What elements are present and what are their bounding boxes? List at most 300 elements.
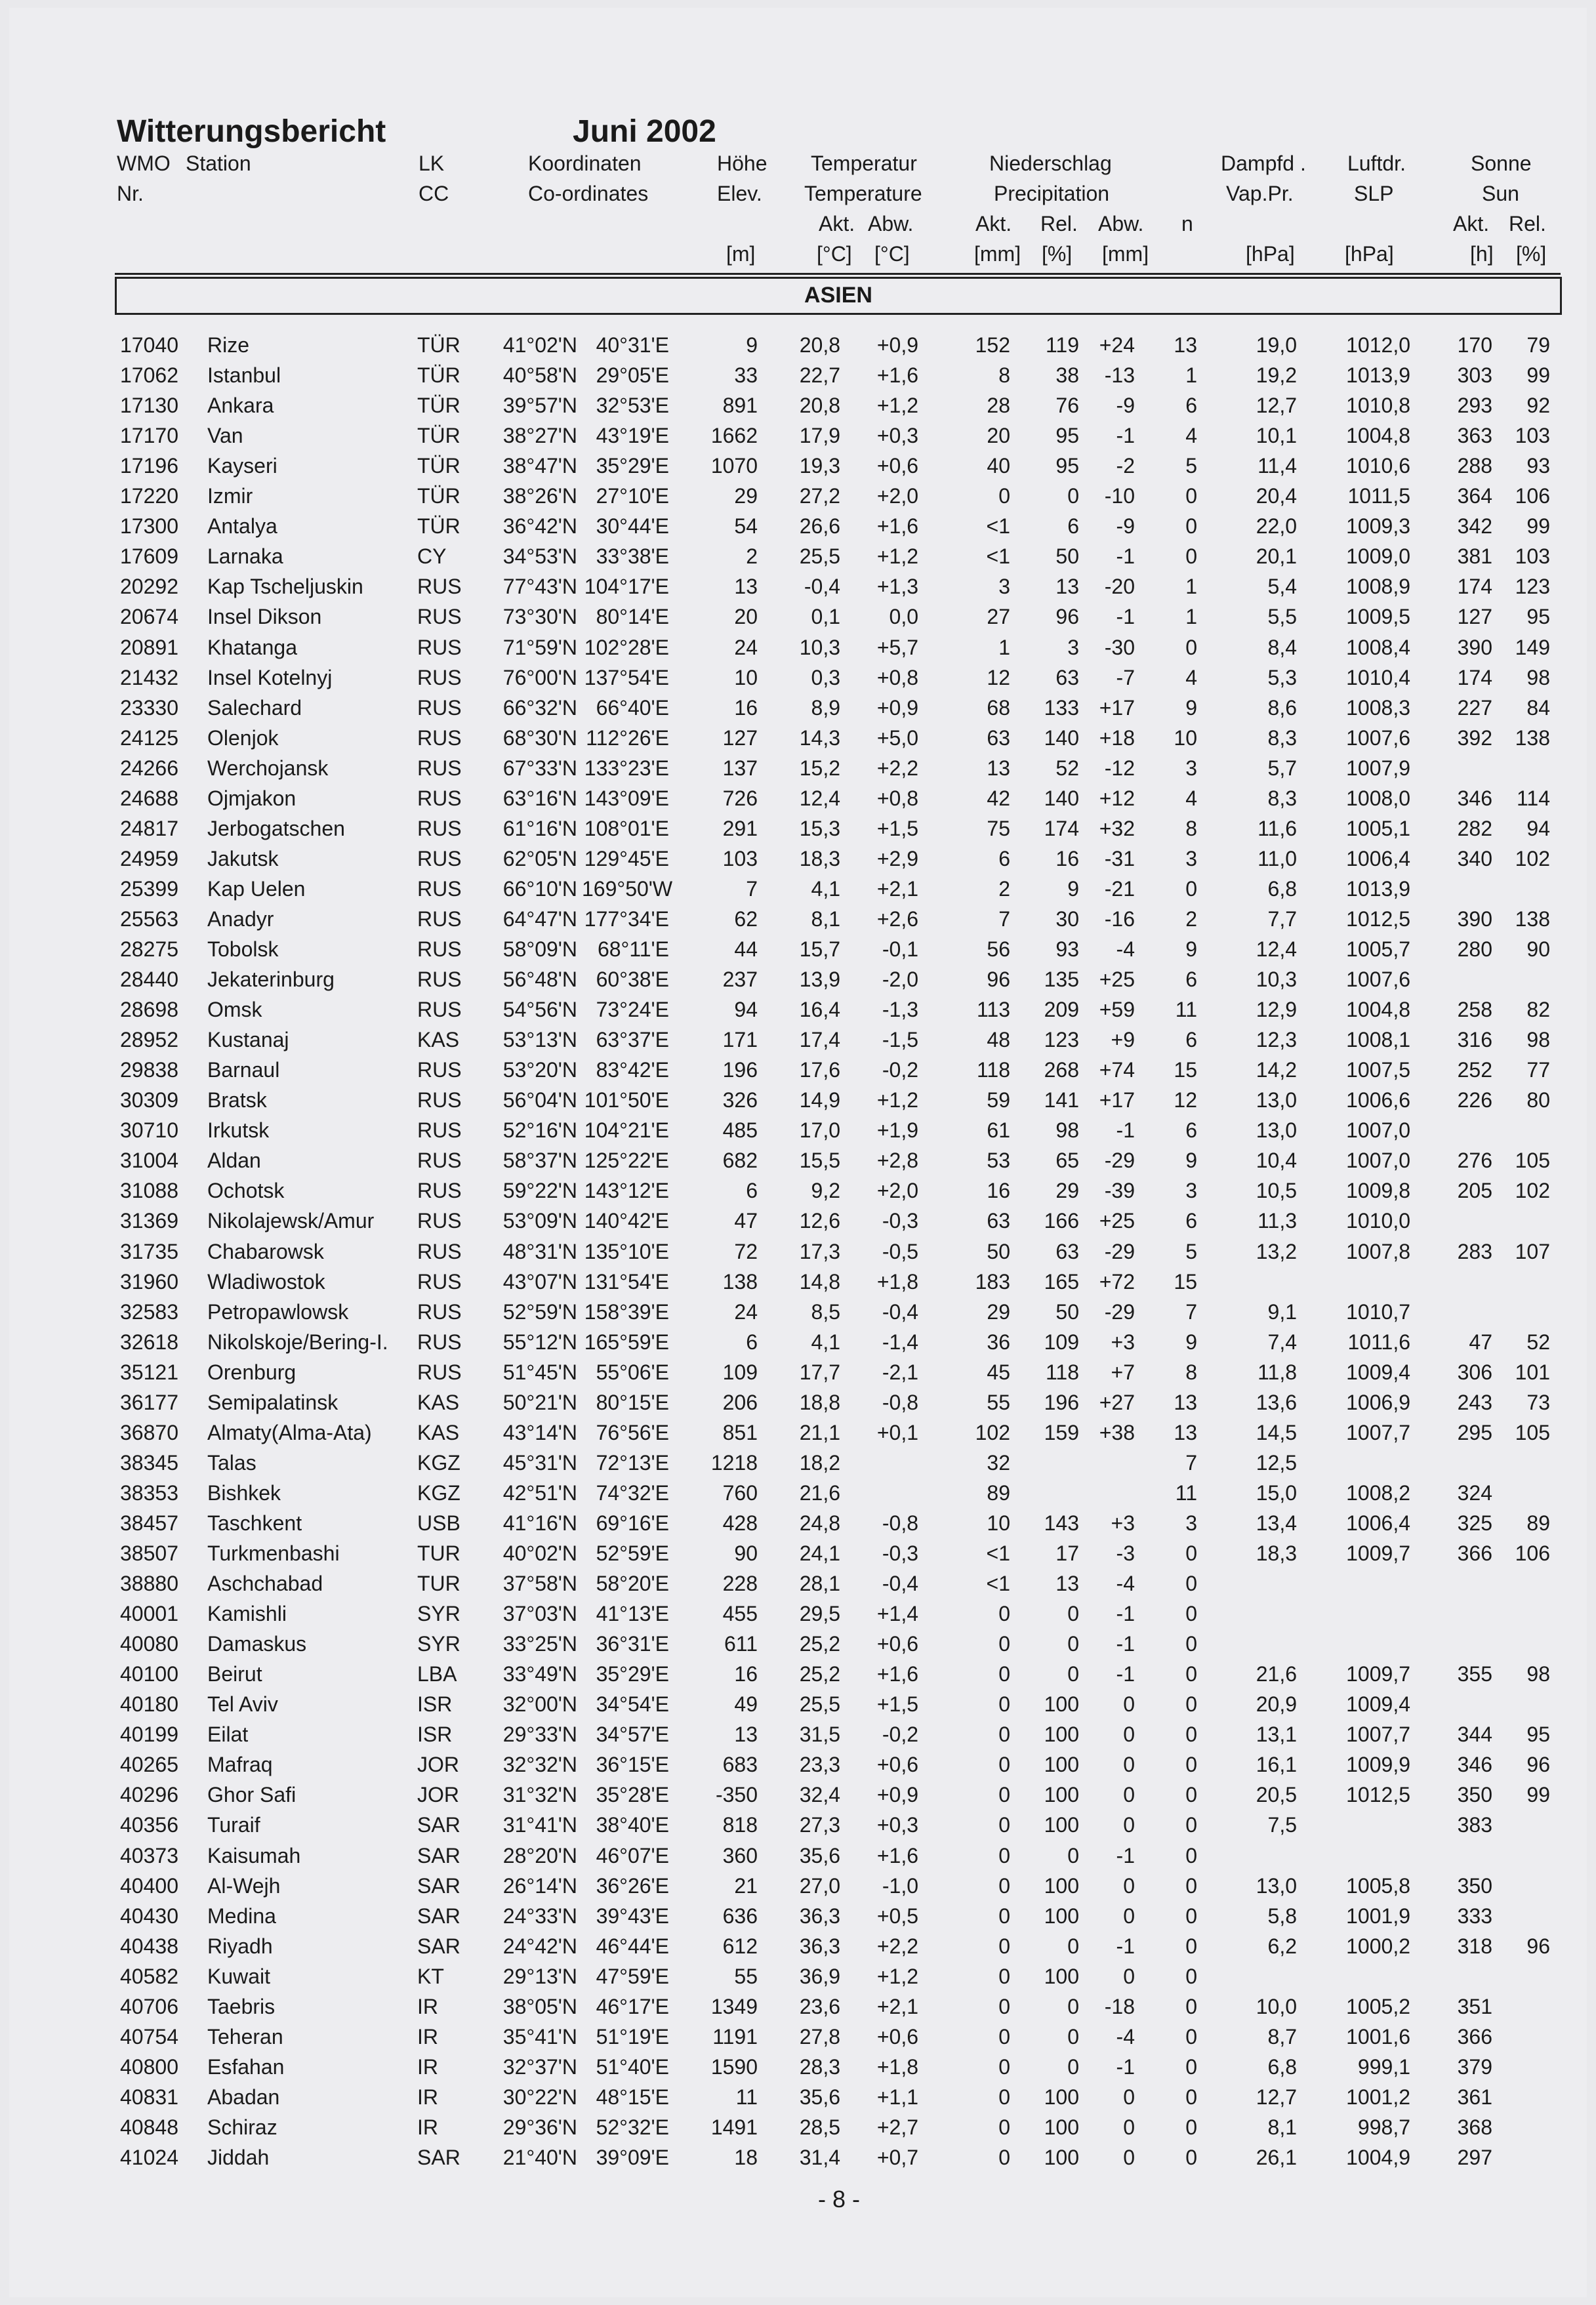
latitude: 29°36'N — [502, 2115, 577, 2139]
sun-relative: 93 — [1526, 454, 1550, 478]
country-code: RUS — [417, 635, 462, 659]
longitude: 83°42'E — [596, 1058, 669, 1082]
temp-actual: 15,7 — [799, 937, 840, 961]
header-temp-akt: Akt. — [819, 212, 855, 235]
precip-days: 9 — [1185, 1330, 1197, 1354]
sun-relative: 94 — [1526, 816, 1550, 840]
precip-relative: 96 — [1055, 605, 1079, 629]
report-title: Witterungsbericht — [117, 114, 386, 149]
latitude: 38°26'N — [502, 484, 577, 508]
precip-actual: 7 — [998, 907, 1010, 931]
country-code: USB — [417, 1511, 460, 1535]
sun-hours: 366 — [1457, 2024, 1492, 2049]
precip-deviation: 0 — [1123, 2115, 1135, 2139]
sea-level-pressure: 1012,5 — [1346, 907, 1410, 931]
elevation: 1662 — [710, 424, 758, 448]
station-name: Aschchabad — [207, 1572, 323, 1596]
station-name: Medina — [207, 1904, 276, 1928]
precip-relative: 100 — [1044, 2146, 1079, 2169]
sea-level-pressure: 1009,9 — [1346, 1753, 1410, 1777]
sun-hours: 316 — [1457, 1028, 1492, 1052]
table-row — [0, 1904, 1596, 1934]
station-name: Nikolajewsk/Amur — [207, 1209, 375, 1233]
station-name: Kaisumah — [207, 1843, 301, 1867]
table-row — [0, 877, 1596, 907]
precip-days: 11 — [1175, 1480, 1197, 1505]
country-code: TÜR — [417, 394, 460, 418]
country-code: RUS — [417, 907, 462, 931]
longitude: 52°32'E — [596, 2115, 669, 2139]
temp-actual: 10,3 — [799, 635, 840, 659]
latitude: 64°47'N — [502, 907, 577, 931]
station-name: Insel Kotelnyj — [207, 665, 333, 689]
sun-hours: 226 — [1457, 1088, 1492, 1112]
vapour-pressure: 20,4 — [1256, 484, 1297, 508]
header-wmo: WMO — [117, 152, 171, 175]
sea-level-pressure: 1009,8 — [1346, 1179, 1410, 1203]
longitude: 66°40'E — [596, 695, 669, 720]
longitude: 80°15'E — [596, 1390, 669, 1414]
precip-deviation: +25 — [1099, 968, 1135, 992]
station-name: Eilat — [207, 1723, 249, 1747]
precip-actual: 53 — [987, 1149, 1010, 1173]
precip-relative: 38 — [1055, 363, 1079, 388]
precip-relative: 50 — [1055, 1299, 1079, 1324]
vapour-pressure: 15,0 — [1256, 1480, 1297, 1505]
precip-actual: 75 — [987, 816, 1010, 840]
station-name: Talas — [207, 1450, 256, 1475]
latitude: 24°33'N — [502, 1904, 577, 1928]
station-name: Wladiwostok — [207, 1269, 325, 1294]
vapour-pressure: 11,3 — [1258, 1209, 1297, 1233]
precip-days: 1 — [1185, 605, 1197, 629]
country-code: RUS — [417, 968, 462, 992]
precip-deviation: 0 — [1123, 1904, 1135, 1928]
elevation: 818 — [722, 1813, 758, 1837]
precip-relative: 0 — [1067, 1632, 1079, 1656]
precip-actual: <1 — [986, 1572, 1010, 1596]
temp-actual: 8,9 — [811, 695, 840, 720]
longitude: 39°09'E — [596, 2146, 669, 2169]
temp-deviation: +1,8 — [876, 2054, 918, 2079]
sun-hours: 227 — [1457, 695, 1492, 720]
temp-deviation: -0,3 — [882, 1209, 918, 1233]
precip-deviation: -16 — [1104, 907, 1135, 931]
sea-level-pressure: 1006,6 — [1346, 1088, 1410, 1112]
latitude: 58°37'N — [502, 1149, 577, 1173]
header-prec-unit-abw: [mm] — [1102, 242, 1149, 266]
sun-hours: 379 — [1457, 2054, 1492, 2079]
wmo-number: 31735 — [120, 1239, 178, 1263]
elevation: 1349 — [710, 1994, 758, 2018]
longitude: 80°14'E — [596, 605, 669, 629]
precip-deviation: +25 — [1099, 1209, 1135, 1233]
precip-actual: 63 — [987, 1209, 1010, 1233]
elevation: 6 — [746, 1330, 758, 1354]
sun-hours: 363 — [1457, 424, 1492, 448]
elevation: 196 — [722, 1058, 758, 1082]
wmo-number: 40800 — [120, 2054, 178, 2079]
station-name: Larnaka — [207, 544, 283, 569]
vapour-pressure: 8,4 — [1267, 635, 1297, 659]
country-code: RUS — [417, 756, 462, 780]
sun-hours: 390 — [1457, 635, 1492, 659]
wmo-number: 24688 — [120, 786, 178, 810]
sea-level-pressure: 1009,4 — [1346, 1692, 1410, 1717]
elevation: 171 — [722, 1028, 758, 1052]
latitude: 41°02'N — [502, 333, 577, 357]
country-code: SAR — [417, 1873, 460, 1898]
precip-actual: 0 — [998, 2115, 1010, 2139]
sun-relative: 106 — [1515, 1541, 1550, 1565]
precip-days: 0 — [1185, 1994, 1197, 2018]
table-row — [0, 2025, 1596, 2055]
vapour-pressure: 12,3 — [1256, 1028, 1297, 1052]
sea-level-pressure: 1006,4 — [1346, 1511, 1410, 1535]
precip-relative: 9 — [1067, 876, 1079, 901]
table-row — [0, 1330, 1596, 1360]
station-name: Jakutsk — [207, 846, 279, 870]
latitude: 38°47'N — [502, 454, 577, 478]
precip-actual: 61 — [987, 1118, 1010, 1143]
wmo-number: 40001 — [120, 1602, 178, 1626]
elevation: 1491 — [710, 2115, 758, 2139]
temp-actual: 9,2 — [811, 1179, 840, 1203]
vapour-pressure: 12,7 — [1256, 394, 1297, 418]
table-row — [0, 1602, 1596, 1632]
elevation: 21 — [734, 1873, 758, 1898]
precip-deviation: -9 — [1116, 514, 1135, 539]
temp-deviation: -0,4 — [882, 1572, 918, 1596]
sea-level-pressure: 1010,4 — [1346, 665, 1410, 689]
country-code: RUS — [417, 937, 462, 961]
precip-days: 7 — [1185, 1450, 1197, 1475]
elevation: 237 — [722, 968, 758, 992]
table-row — [0, 756, 1596, 786]
latitude: 50°21'N — [502, 1390, 577, 1414]
sea-level-pressure: 1006,4 — [1346, 846, 1410, 870]
precip-deviation: -10 — [1104, 484, 1135, 508]
precip-relative: 166 — [1044, 1209, 1079, 1233]
precip-days: 13 — [1174, 1390, 1197, 1414]
region-box — [115, 277, 1562, 315]
precip-days: 13 — [1174, 1420, 1197, 1444]
elevation: 44 — [734, 937, 758, 961]
table-row — [0, 1723, 1596, 1753]
precip-deviation: -1 — [1116, 1934, 1135, 1958]
table-row — [0, 575, 1596, 605]
precip-actual: 118 — [976, 1058, 1010, 1082]
precip-actual: 55 — [987, 1390, 1010, 1414]
country-code: ISR — [417, 1723, 453, 1747]
wmo-number: 35121 — [120, 1360, 178, 1384]
precip-deviation: 0 — [1123, 1753, 1135, 1777]
header-prec-rel: Rel. — [1040, 212, 1078, 235]
wmo-number: 41024 — [120, 2146, 178, 2169]
temp-actual: 8,1 — [811, 907, 840, 931]
precip-deviation: -31 — [1104, 846, 1135, 870]
sun-relative: 73 — [1526, 1390, 1550, 1414]
precip-relative: 6 — [1067, 514, 1079, 539]
table-row — [0, 1421, 1596, 1451]
precip-deviation: -39 — [1104, 1179, 1135, 1203]
sea-level-pressure: 1007,8 — [1346, 1239, 1410, 1263]
precip-days: 0 — [1185, 514, 1197, 539]
latitude: 53°20'N — [502, 1058, 577, 1082]
country-code: RUS — [417, 876, 462, 901]
sun-relative: 92 — [1526, 394, 1550, 418]
sun-relative: 102 — [1515, 846, 1550, 870]
temp-actual: 17,0 — [799, 1118, 840, 1143]
latitude: 52°59'N — [502, 1299, 577, 1324]
precip-actual: 2 — [998, 876, 1010, 901]
precip-days: 0 — [1185, 1753, 1197, 1777]
sun-relative: 96 — [1526, 1934, 1550, 1958]
precip-relative: 123 — [1044, 1028, 1079, 1052]
temp-deviation: -0,1 — [882, 937, 918, 961]
precip-actual: 0 — [998, 1753, 1010, 1777]
precip-deviation: -1 — [1116, 1602, 1135, 1626]
sun-hours: 258 — [1457, 998, 1492, 1022]
precip-deviation: -20 — [1104, 575, 1135, 599]
temp-actual: 0,3 — [811, 665, 840, 689]
latitude: 76°00'N — [502, 665, 577, 689]
country-code: TÜR — [417, 363, 460, 388]
station-name: Beirut — [207, 1662, 262, 1686]
sun-relative: 95 — [1526, 1723, 1550, 1747]
precip-relative: 118 — [1045, 1360, 1079, 1384]
temp-actual: 12,6 — [799, 1209, 840, 1233]
country-code: CY — [417, 544, 447, 569]
header-cc: CC — [419, 182, 449, 205]
latitude: 77°43'N — [502, 575, 577, 599]
temp-deviation: 0,0 — [889, 605, 918, 629]
station-name: Riyadh — [207, 1934, 273, 1958]
sea-level-pressure: 1008,2 — [1346, 1480, 1410, 1505]
header-station: Station — [186, 152, 251, 175]
table-row — [0, 1179, 1596, 1209]
wmo-number: 17220 — [120, 484, 178, 508]
sun-hours: 127 — [1457, 605, 1492, 629]
latitude: 34°53'N — [502, 544, 577, 569]
precip-actual: 0 — [998, 1873, 1010, 1898]
country-code: IR — [417, 1994, 438, 2018]
sun-relative: 99 — [1526, 363, 1550, 388]
sun-relative: 89 — [1526, 1511, 1550, 1535]
longitude: 112°26'E — [586, 725, 669, 750]
latitude: 38°27'N — [502, 424, 577, 448]
precip-deviation: 0 — [1123, 2146, 1135, 2169]
sea-level-pressure: 1007,0 — [1346, 1149, 1410, 1173]
temp-actual: 21,1 — [799, 1420, 840, 1444]
table-row — [0, 817, 1596, 847]
precip-deviation: -3 — [1116, 1541, 1135, 1565]
sun-hours: 297 — [1457, 2146, 1492, 2169]
wmo-number: 40848 — [120, 2115, 178, 2139]
longitude: 55°06'E — [596, 1360, 669, 1384]
elevation: 62 — [734, 907, 758, 931]
precip-actual: 0 — [998, 1934, 1010, 1958]
precip-relative: 100 — [1044, 1813, 1079, 1837]
wmo-number: 28440 — [120, 968, 178, 992]
vapour-pressure: 19,0 — [1256, 333, 1297, 357]
table-row — [0, 1692, 1596, 1723]
latitude: 66°10'N — [502, 876, 577, 901]
precip-deviation: -2 — [1116, 454, 1135, 478]
sea-level-pressure: 1008,0 — [1346, 786, 1410, 810]
precip-relative: 29 — [1055, 1179, 1079, 1203]
sea-level-pressure: 1005,8 — [1346, 1873, 1410, 1898]
country-code: RUS — [417, 786, 462, 810]
precip-relative: 13 — [1055, 575, 1079, 599]
temp-deviation: +2,8 — [876, 1149, 918, 1173]
vapour-pressure: 16,1 — [1256, 1753, 1297, 1777]
sun-relative: 123 — [1515, 575, 1550, 599]
sun-relative: 79 — [1526, 333, 1550, 357]
sea-level-pressure: 1009,7 — [1346, 1662, 1410, 1686]
temp-deviation: +0,6 — [876, 1753, 918, 1777]
temp-actual: 14,3 — [799, 725, 840, 750]
precip-days: 6 — [1185, 1209, 1197, 1233]
table-row — [0, 636, 1596, 666]
precip-days: 12 — [1174, 1088, 1197, 1112]
precip-days: 0 — [1185, 1934, 1197, 1958]
elevation: 55 — [734, 1964, 758, 1988]
temp-actual: 8,5 — [811, 1299, 840, 1324]
table-row — [0, 484, 1596, 514]
longitude: 140°42'E — [584, 1209, 669, 1233]
country-code: RUS — [417, 605, 462, 629]
precip-relative: 100 — [1044, 1753, 1079, 1777]
sun-hours: 293 — [1457, 394, 1492, 418]
elevation: 206 — [722, 1390, 758, 1414]
temp-actual: 23,3 — [799, 1753, 840, 1777]
wmo-number: 17609 — [120, 544, 178, 569]
longitude: 35°28'E — [596, 1783, 669, 1807]
sun-hours: 276 — [1457, 1149, 1492, 1173]
longitude: 36°31'E — [596, 1632, 669, 1656]
station-name: Anadyr — [207, 907, 274, 931]
elevation: 683 — [722, 1753, 758, 1777]
precip-relative: 159 — [1044, 1420, 1079, 1444]
temp-deviation: +0,9 — [876, 1783, 918, 1807]
wmo-number: 38880 — [120, 1572, 178, 1596]
sea-level-pressure: 998,7 — [1357, 2115, 1410, 2139]
temp-deviation: +1,2 — [876, 1964, 918, 1988]
temp-deviation: +0,1 — [876, 1420, 918, 1444]
sun-hours: 342 — [1457, 514, 1492, 539]
table-row — [0, 1844, 1596, 1874]
wmo-number: 25563 — [120, 907, 178, 931]
wmo-number: 40438 — [120, 1934, 178, 1958]
sun-hours: 364 — [1457, 484, 1492, 508]
temp-actual: 22,7 — [799, 363, 840, 388]
elevation: 18 — [734, 2146, 758, 2169]
station-name: Kap Uelen — [207, 876, 306, 901]
sun-hours: 252 — [1457, 1058, 1492, 1082]
station-name: Aldan — [207, 1149, 261, 1173]
longitude: 135°10'E — [584, 1239, 669, 1263]
wmo-number: 28698 — [120, 998, 178, 1022]
station-name: Bratsk — [207, 1088, 267, 1112]
elevation: 138 — [722, 1269, 758, 1294]
precip-days: 0 — [1185, 1602, 1197, 1626]
vapour-pressure: 5,5 — [1267, 605, 1297, 629]
latitude: 62°05'N — [502, 846, 577, 870]
vapour-pressure: 11,4 — [1258, 454, 1297, 478]
temp-actual: 25,2 — [799, 1632, 840, 1656]
latitude: 42°51'N — [502, 1480, 577, 1505]
longitude: 158°39'E — [584, 1299, 669, 1324]
sea-level-pressure: 1011,6 — [1347, 1330, 1410, 1354]
sea-level-pressure: 1008,1 — [1346, 1028, 1410, 1052]
latitude: 58°09'N — [502, 937, 577, 961]
elevation: 137 — [722, 756, 758, 780]
country-code: SYR — [417, 1602, 460, 1626]
wmo-number: 21432 — [120, 665, 178, 689]
table-row — [0, 726, 1596, 756]
temp-actual: 27,2 — [799, 484, 840, 508]
precip-deviation: +3 — [1111, 1511, 1135, 1535]
table-row — [0, 2055, 1596, 2085]
precip-days: 0 — [1185, 1783, 1197, 1807]
station-name: Jiddah — [207, 2146, 270, 2169]
latitude: 26°14'N — [502, 1873, 577, 1898]
precip-deviation: -29 — [1104, 1239, 1135, 1263]
elevation: 90 — [734, 1541, 758, 1565]
wmo-number: 17040 — [120, 333, 178, 357]
station-name: Olenjok — [207, 725, 279, 750]
precip-actual: 96 — [987, 968, 1010, 992]
elevation: 6 — [746, 1179, 758, 1203]
temp-deviation: +1,5 — [876, 816, 918, 840]
sun-relative: 103 — [1515, 544, 1550, 569]
precip-days: 6 — [1185, 1028, 1197, 1052]
precip-relative: 3 — [1067, 635, 1079, 659]
longitude: 125°22'E — [584, 1149, 669, 1173]
wmo-number: 24125 — [120, 725, 178, 750]
precip-actual: 10 — [987, 1511, 1010, 1535]
sun-relative: 105 — [1515, 1149, 1550, 1173]
temp-actual: 17,7 — [799, 1360, 840, 1384]
sea-level-pressure: 1009,5 — [1346, 605, 1410, 629]
temp-actual: 27,3 — [799, 1813, 840, 1837]
precip-days: 1 — [1185, 363, 1197, 388]
precip-deviation: 0 — [1123, 1723, 1135, 1747]
temp-deviation: -0,2 — [882, 1058, 918, 1082]
elevation: 16 — [734, 695, 758, 720]
sun-relative: 107 — [1515, 1239, 1550, 1263]
longitude: 46°44'E — [596, 1934, 669, 1958]
longitude: 40°31'E — [596, 333, 669, 357]
sea-level-pressure: 1008,4 — [1346, 635, 1410, 659]
table-row — [0, 696, 1596, 726]
header-vap-pr: Vap.Pr. — [1226, 182, 1294, 205]
sun-relative: 98 — [1526, 665, 1550, 689]
sun-hours: 318 — [1457, 1934, 1492, 1958]
table-row — [0, 1662, 1596, 1692]
latitude: 53°09'N — [502, 1209, 577, 1233]
precip-deviation: -7 — [1116, 665, 1135, 689]
header-sun-unit-rel: [%] — [1516, 242, 1547, 266]
temp-deviation: +5,7 — [876, 635, 918, 659]
longitude: 48°15'E — [596, 2085, 669, 2109]
temp-deviation: +0,6 — [876, 1632, 918, 1656]
station-name: Ankara — [207, 394, 274, 418]
precip-relative: 76 — [1055, 394, 1079, 418]
elevation: -350 — [715, 1783, 758, 1807]
sun-relative: 99 — [1526, 1783, 1550, 1807]
